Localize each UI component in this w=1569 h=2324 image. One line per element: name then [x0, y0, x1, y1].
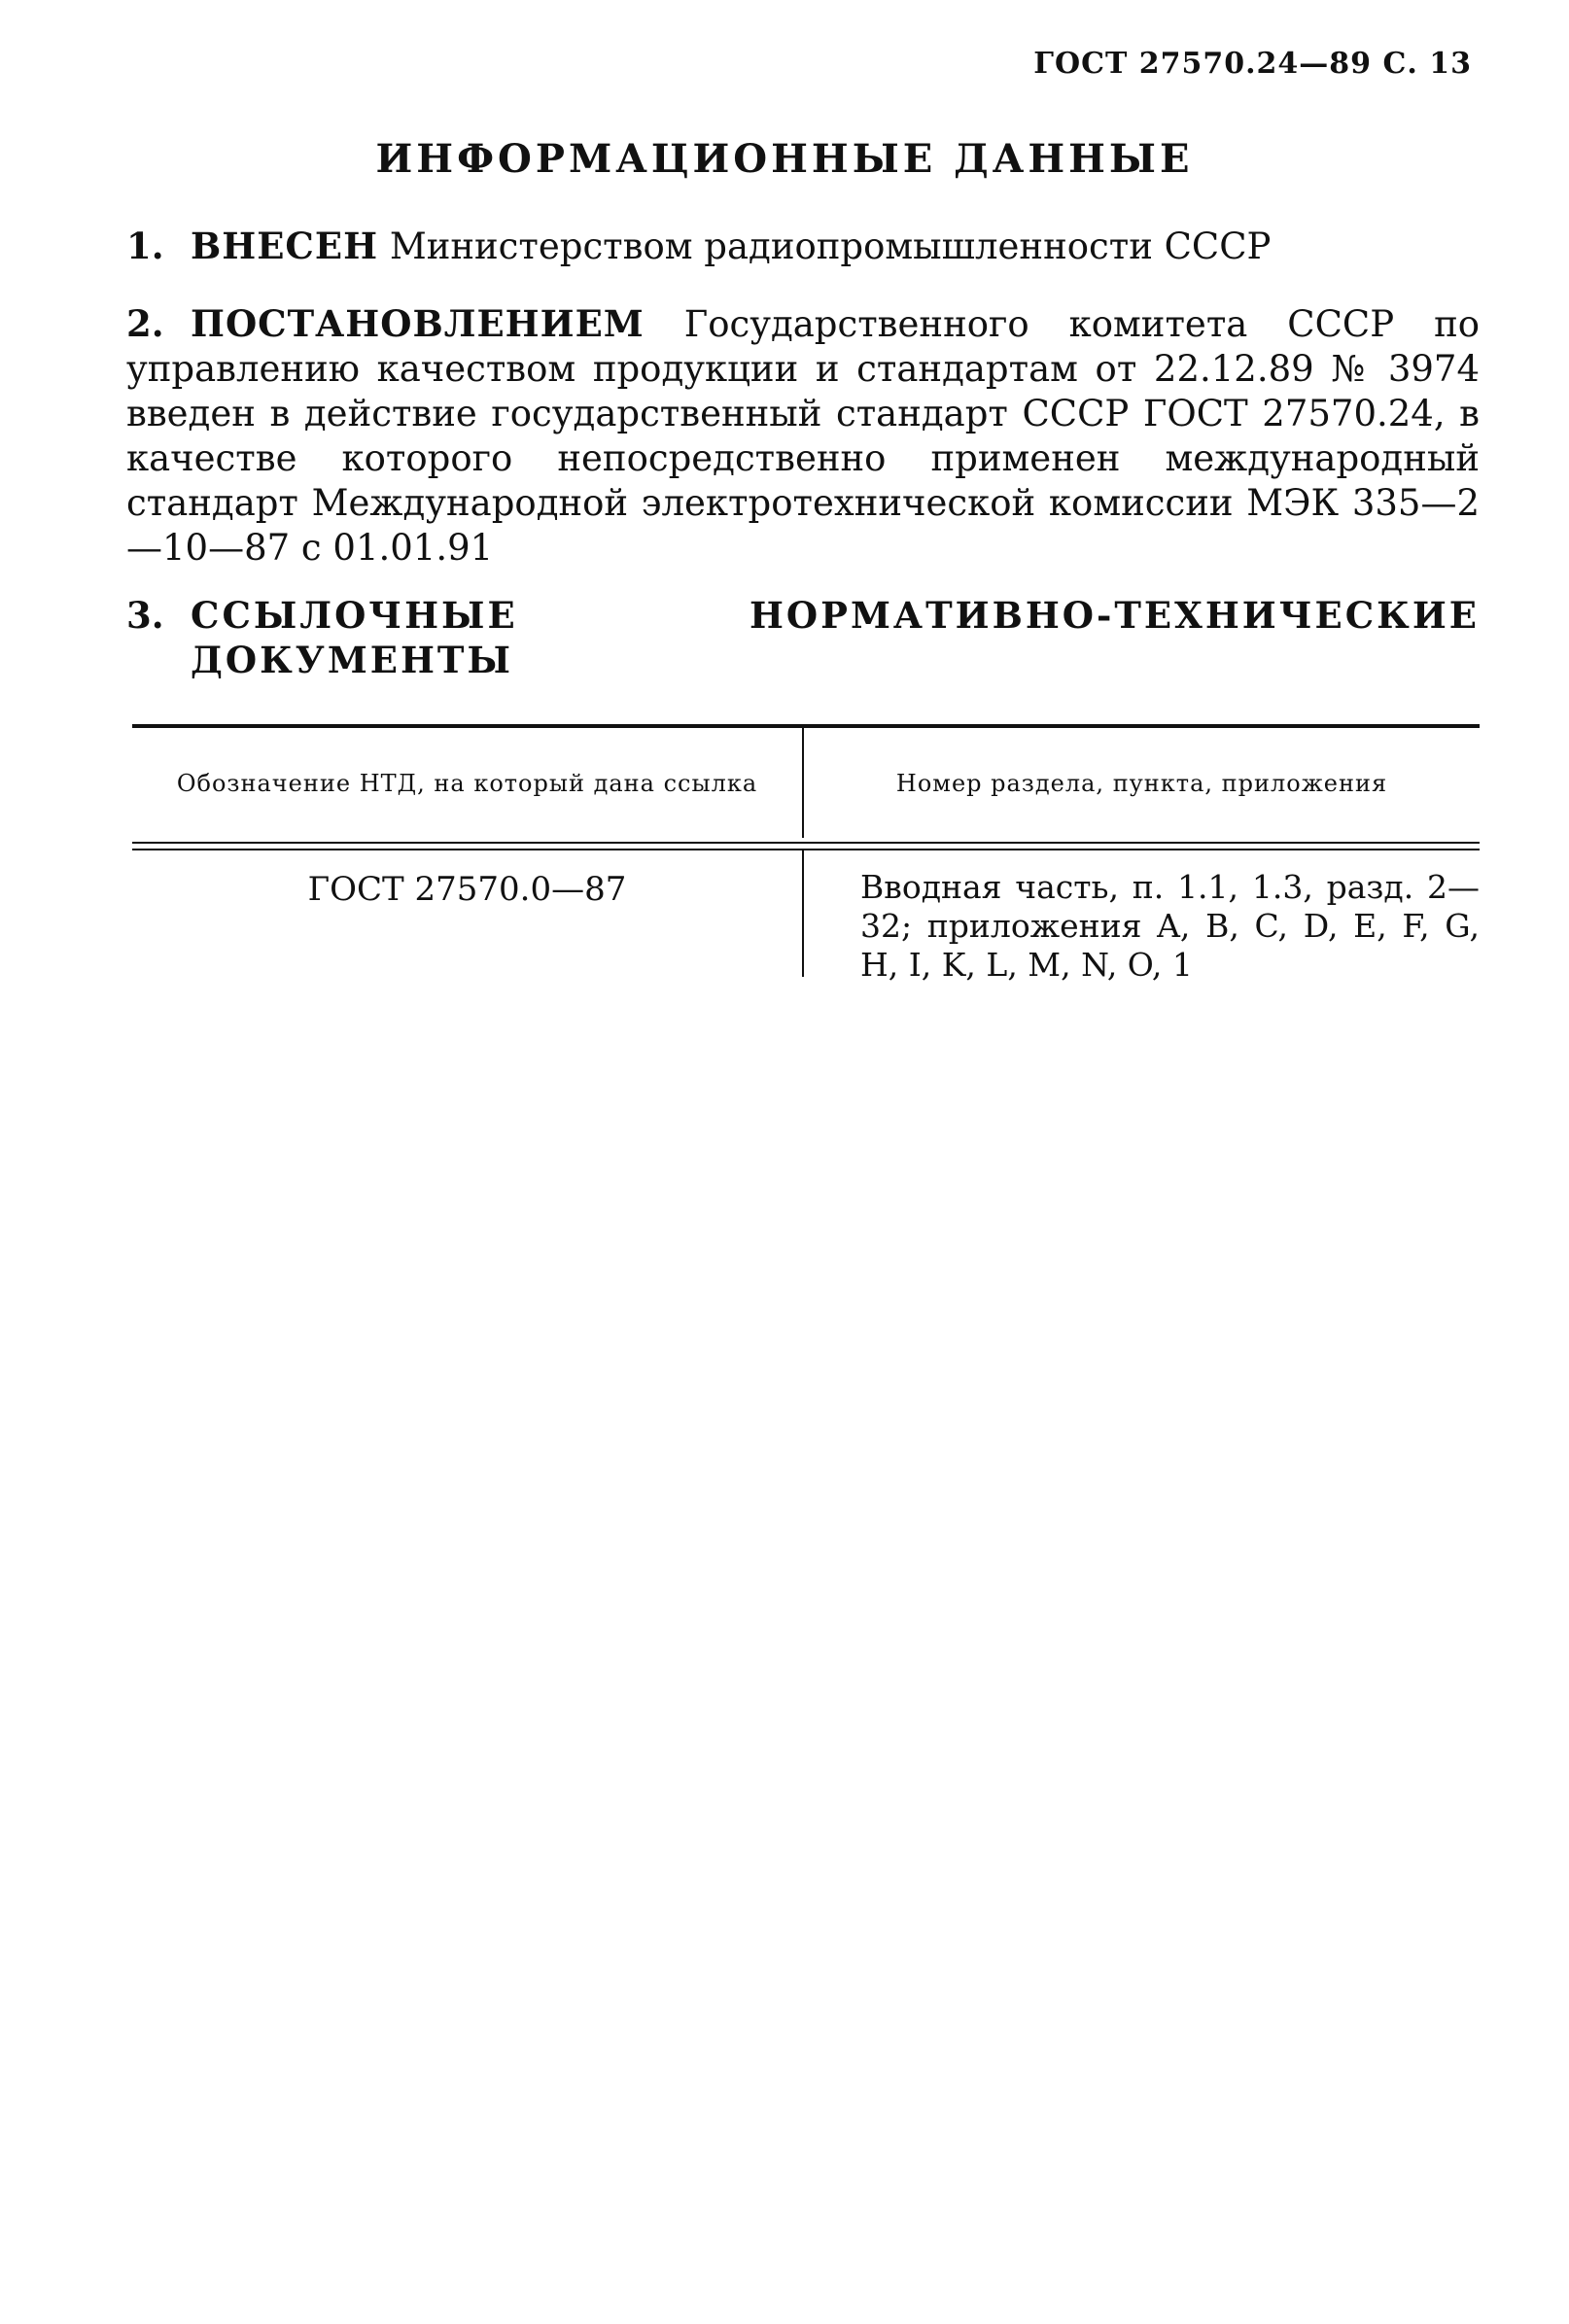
item-number: 1.	[126, 225, 164, 267]
info-item-2	[126, 301, 1480, 571]
item-number: 3.	[126, 594, 164, 637]
cell-designation: ГОСТ 27570.0—87	[307, 870, 627, 909]
table-header-row	[132, 728, 1480, 838]
header-sections: Номер раздела, пункта, приложения	[895, 769, 1388, 797]
cell-sections: Вводная часть, п. 1.1, 1.3, разд. 2—32; приложения A, B, C, D, E, F, G, H, I, K, L, M, N, O, 1	[860, 868, 1480, 984]
item-body	[191, 224, 1480, 269]
item-lead: ПОСТАНОВЛЕНИЕМ	[191, 302, 645, 345]
header-designation: Обозначение НТД, на который дана ссылка	[176, 769, 758, 797]
reference-table	[132, 724, 1480, 984]
item-text: Министерством радиопромышленности СССР	[389, 225, 1272, 267]
page-header: ГОСТ 27570.24—89 С. 13	[1033, 47, 1472, 81]
item-text: ССЫЛОЧНЫЕ НОРМАТИВНО-ТЕХНИЧЕСКИЕ ДОКУМЕНТЫ	[191, 594, 1480, 681]
info-item-1	[126, 224, 1480, 269]
page-title: ИНФОРМАЦИОННЫЕ ДАННЫЕ	[375, 136, 1194, 182]
item-text: Государственного комитета СССР по управлению качеством продукции и стандартам от 22.12.89 № 3974 введен в действие государственный стандарт СССР ГОСТ 27570.24, в качестве которого непосредственно применен международный стандарт Международной электротехнической комиссии МЭК 335—2—10—87 с 01.01.91	[126, 303, 1481, 569]
info-item-3	[126, 593, 1480, 682]
table-row	[132, 850, 1480, 984]
item-lead: ВНЕСЕН	[191, 225, 379, 267]
header-rule	[132, 842, 1480, 844]
item-body	[126, 301, 1480, 571]
item-number: 2.	[126, 302, 164, 345]
